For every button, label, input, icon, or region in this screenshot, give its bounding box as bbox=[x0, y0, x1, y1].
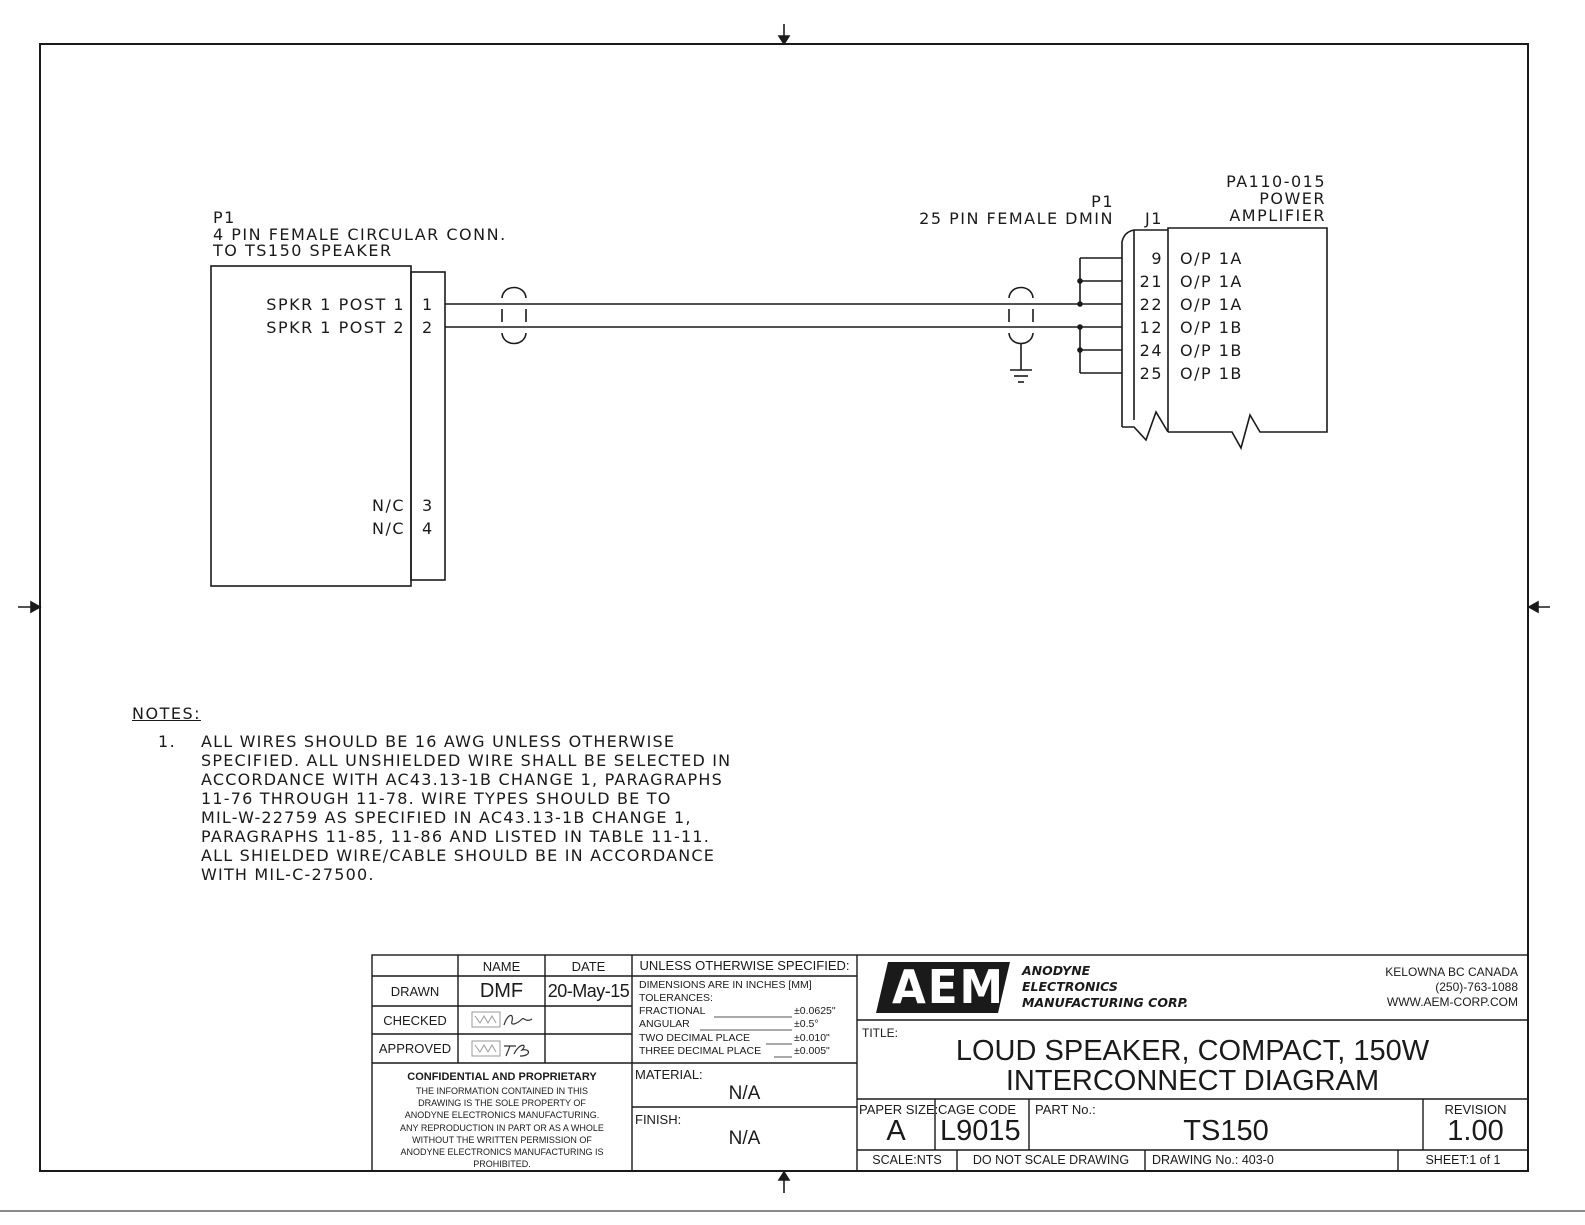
left-pin-label-3: N/C bbox=[371, 496, 405, 515]
part-no-value: TS150 bbox=[1183, 1115, 1269, 1147]
company-line: MANUFACTURING CORP. bbox=[1022, 995, 1189, 1010]
company-logo bbox=[874, 960, 1014, 1015]
drawn-name: DMF bbox=[479, 980, 524, 1002]
left-pin-num-2: 2 bbox=[422, 318, 434, 337]
note-line: 11-76 THROUGH 11-78. WIRE TYPES SHOULD BE TO bbox=[201, 789, 672, 808]
amp-signal-4: O/P 1B bbox=[1180, 318, 1243, 337]
date-header: DATE bbox=[571, 959, 606, 974]
company-line: ELECTRONICS bbox=[1022, 979, 1118, 994]
confidential-line: THE INFORMATION CONTAINED IN THIS bbox=[415, 1086, 588, 1096]
amp-signal-5: O/P 1B bbox=[1180, 341, 1243, 360]
j1-pin-num-22: 22 bbox=[1139, 295, 1163, 314]
confidential-title: CONFIDENTIAL AND PROPRIETARY bbox=[407, 1071, 597, 1083]
confidential-line: DRAWING IS THE SOLE PROPERTY OF bbox=[418, 1098, 586, 1109]
material-value: N/A bbox=[728, 1083, 761, 1104]
tol-two-decimal-value: ±0.010" bbox=[794, 1032, 830, 1044]
name-header: NAME bbox=[482, 959, 521, 974]
note-line: WITH MIL-C-27500. bbox=[201, 865, 375, 884]
company-line: ANODYNE bbox=[1022, 963, 1091, 978]
left-connector-desc: 4 PIN FEMALE CIRCULAR CONN. bbox=[213, 225, 507, 244]
confidential-line: WITHOUT THE WRITTEN PERMISSION OF bbox=[412, 1134, 592, 1145]
j1-pin-num-12: 12 bbox=[1139, 318, 1163, 337]
drawing-title-line2: INTERCONNECT DIAGRAM bbox=[1005, 1065, 1380, 1097]
checked-label: CHECKED bbox=[383, 1013, 447, 1028]
drawing-title-line1: LOUD SPEAKER, COMPACT, 150W bbox=[955, 1035, 1430, 1067]
amplifier-line2: POWER bbox=[1259, 189, 1326, 208]
checked-signature-stamp bbox=[470, 1009, 540, 1031]
left-pin-label-2: SPKR 1 POST 2 bbox=[266, 318, 405, 337]
right-connector-ref: P1 bbox=[1091, 192, 1114, 211]
confidential-line: ANY REPRODUCTION IN PART OR AS A WHOLE bbox=[400, 1122, 604, 1133]
logo-text: AEM bbox=[892, 960, 1005, 1014]
scale-field: SCALE:NTS bbox=[872, 1153, 942, 1167]
note-line: ALL SHIELDED WIRE/CABLE SHOULD BE IN ACCORDANCE bbox=[201, 846, 716, 865]
confidential-line: PROHIBITED. bbox=[473, 1159, 531, 1170]
revision-label: REVISION bbox=[1444, 1102, 1507, 1117]
note-line: SPECIFIED. ALL UNSHIELDED WIRE SHALL BE SELECTED IN bbox=[201, 751, 732, 770]
tol-angular-label: ANGULAR bbox=[639, 1018, 690, 1030]
confidential-line: ANODYNE ELECTRONICS MANUFACTURING IS bbox=[400, 1147, 604, 1158]
revision-value: 1.00 bbox=[1447, 1115, 1504, 1147]
left-pin-num-3: 3 bbox=[422, 496, 434, 515]
left-pin-num-4: 4 bbox=[422, 519, 434, 538]
left-connector-ref: P1 bbox=[213, 208, 236, 227]
tol-three-decimal-label: THREE DECIMAL PLACE bbox=[639, 1045, 762, 1057]
note-line: MIL-W-22759 AS SPECIFIED IN AC43.13-1B CHANGE 1, bbox=[201, 808, 692, 827]
paper-size-label: PAPER SIZE: bbox=[859, 1102, 939, 1117]
cage-code-label: CAGE CODE bbox=[938, 1102, 1017, 1117]
j1-pin-num-9: 9 bbox=[1151, 249, 1163, 268]
sheet-field: SHEET:1 of 1 bbox=[1425, 1153, 1501, 1167]
tol-fractional-value: ±0.0625" bbox=[794, 1005, 836, 1017]
amp-signal-1: O/P 1A bbox=[1180, 249, 1243, 268]
note-line: ALL WIRES SHOULD BE 16 AWG UNLESS OTHERWISE bbox=[201, 732, 676, 751]
note-number: 1. bbox=[158, 732, 177, 751]
amp-signal-2: O/P 1A bbox=[1180, 272, 1243, 291]
left-pin-num-1: 1 bbox=[422, 295, 434, 314]
paper-size-value: A bbox=[886, 1115, 906, 1147]
notes-heading: NOTES: bbox=[132, 704, 201, 723]
left-pin-label-4: N/C bbox=[371, 519, 405, 538]
unless-header: UNLESS OTHERWISE SPECIFIED: bbox=[639, 958, 850, 973]
note-line: PARAGRAPHS 11-85, 11-86 AND LISTED IN TABLE 11-11. bbox=[201, 827, 710, 846]
approved-signature-stamp bbox=[470, 1038, 540, 1060]
confidential-line: ANODYNE ELECTRONICS MANUFACTURING. bbox=[404, 1110, 600, 1121]
amp-signal-3: O/P 1A bbox=[1180, 295, 1243, 314]
tol-angular-value: ±0.5° bbox=[794, 1018, 819, 1030]
company-address bbox=[1385, 965, 1518, 1010]
material-label: MATERIAL: bbox=[635, 1067, 703, 1082]
j1-pin-num-24: 24 bbox=[1139, 341, 1163, 360]
tol-fractional-label: FRACTIONAL bbox=[639, 1005, 706, 1017]
approved-label: APPROVED bbox=[378, 1041, 452, 1056]
left-connector-dest: TO TS150 SPEAKER bbox=[213, 241, 393, 260]
address-line: WWW.AEM-CORP.COM bbox=[1386, 995, 1518, 1009]
amp-signal-6: O/P 1B bbox=[1180, 364, 1243, 383]
finish-value: N/A bbox=[728, 1128, 761, 1149]
j1-label: J1 bbox=[1145, 209, 1163, 228]
part-no-label: PART No.: bbox=[1035, 1102, 1096, 1117]
tol-three-decimal-value: ±0.005" bbox=[794, 1045, 830, 1057]
drawing-number-field: DRAWING No.: 403-0 bbox=[1152, 1153, 1274, 1167]
right-connector-desc: 25 PIN FEMALE DMIN bbox=[919, 209, 1114, 228]
address-line: KELOWNA BC CANADA bbox=[1385, 965, 1518, 979]
dimensions-line: DIMENSIONS ARE IN INCHES [MM] bbox=[639, 979, 812, 991]
j1-pin-num-25: 25 bbox=[1139, 364, 1163, 383]
tolerances-label: TOLERANCES: bbox=[639, 992, 713, 1004]
confidential-text bbox=[372, 1085, 632, 1170]
drawn-date: 20-May-15 bbox=[547, 981, 630, 1001]
address-line: (250)-763-1088 bbox=[1435, 980, 1518, 994]
tolerance-leader-lines bbox=[700, 1005, 795, 1060]
company-name bbox=[1022, 963, 1188, 1011]
finish-label: FINISH: bbox=[635, 1112, 682, 1127]
tol-two-decimal-label: TWO DECIMAL PLACE bbox=[639, 1032, 751, 1044]
note-line: ACCORDANCE WITH AC43.13-1B CHANGE 1, PARAGRAPHS bbox=[201, 770, 723, 789]
amplifier-part: PA110-015 bbox=[1226, 172, 1326, 191]
cage-code-value: L9015 bbox=[940, 1115, 1021, 1147]
title-label: TITLE: bbox=[862, 1026, 899, 1040]
left-pin-label-1: SPKR 1 POST 1 bbox=[266, 295, 405, 314]
amplifier-line3: AMPLIFIER bbox=[1229, 206, 1326, 225]
j1-pin-num-21: 21 bbox=[1139, 272, 1163, 291]
drawn-label: DRAWN bbox=[390, 984, 440, 999]
do-not-scale-field: DO NOT SCALE DRAWING bbox=[972, 1153, 1130, 1167]
